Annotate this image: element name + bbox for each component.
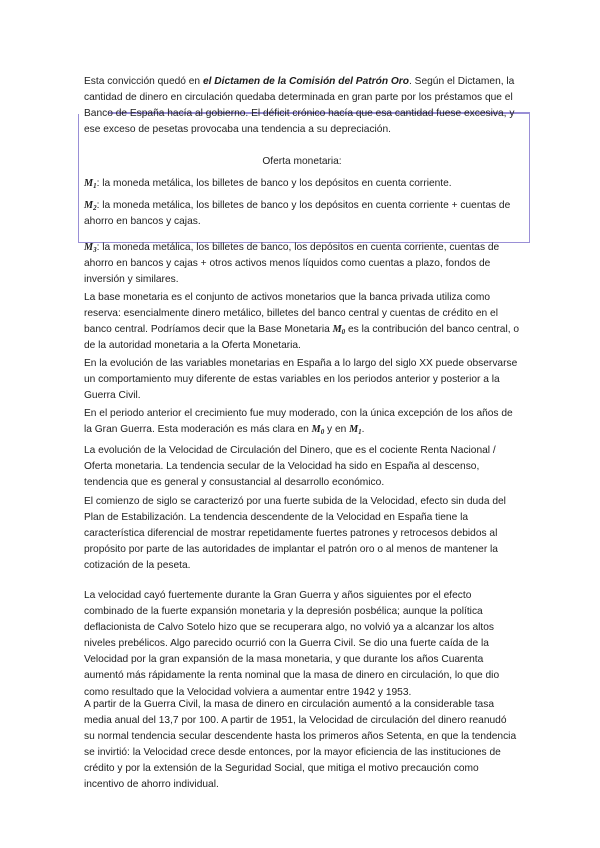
paragraph-evolucion: En la evolución de las variables monetarias en España a lo largo del siglo XX puede observarse un comportamiento muy diferente de estas variables en los periodos anterior y posterior a la Guerra Civil.	[84, 358, 518, 402]
paragraph-comienzo-siglo: El comienzo de siglo se caracterizó por una fuerte subida de la Velocidad, efecto sin duda del Plan de Estabilización. La tendencia descendente de la Velocidad en España tiene la característica diferencial de mostrar repetidamente fuertes patrones y retrocesos debidos al propósito por parte de las autoridades de implantar el patrón oro o al menos de mantener la cotización de la peseta.	[84, 496, 506, 572]
paragraph-guerra-civil: A partir de la Guerra Civil, la masa de dinero en circulación aumentó a la considerable tasa media anual del 13,7 por 100. A partir de 1951, la Velocidad de circulación del dinero reanudó su normal tendencia secular descendente hasta los primeros años Setenta, en que la tendencia se invirtió: la Velocidad crece desde entonces, por la mayor eficiencia de las instituciones de crédito y por la extensión de la Seguridad Social, que mitiga el motivo precaución como incentivo de ahorro individual.	[84, 699, 517, 791]
paragraph-base-monetaria: La base monetaria es el conjunto de activos monetarios que la banca privada utiliza como reserva: esencialmente dinero metálico, billetes del banco central y cuentas de crédito en el banco central. Podríamos decir que la Base Monetaria $M_0$ es la contribución del banco central, o de la autoridad monetaria a la Oferta Monetaria.	[84, 292, 520, 352]
heading-oferta-monetaria: Oferta monetaria:	[262, 156, 342, 167]
paragraph-periodo-anterior: En el periodo anterior el crecimiento fue muy moderado, con la única excepción de los años de la Gran Guerra. Esta moderación es más clara en $M_0$ y en $M_1$.	[84, 408, 513, 437]
dictamen-title: el Dictamen de la Comisión del Patrón Oro	[202, 76, 409, 87]
paragraph-dictamen: Esta convicción quedó en el Dictamen de la Comisión del Patrón Oro. Según el Dictamen, la cantidad de dinero en circulación quedaba determinada en gran parte por los préstamos que el Banco de España hacía al gobierno. El déficit crónico hacía que esa cantidad fuese excesiva, y ese exceso de pesetas provocaba una tendencia a su depreciación.	[84, 76, 515, 136]
paragraph-velocidad: La evolución de la Velocidad de Circulación del Dinero, que es el cociente Renta Nacional / Oferta monetaria. La tendencia secular de la Velocidad ha sido en España al descenso, tendencia que es general y consustancial al desarrollo económico.	[84, 445, 496, 489]
definition-m2: $M_2$: la moneda metálica, los billetes de banco y los depósitos en cuenta corriente + cuentas de ahorro en bancos y cajas.	[84, 200, 511, 228]
definition-m1: $M_1$: la moneda metálica, los billetes de banco y los depósitos en cuenta corriente.	[84, 178, 452, 190]
paragraph-gran-guerra: La velocidad cayó fuertemente durante la Gran Guerra y años siguientes por el efecto combinado de la fuerte expansión monetaria y la depresión posbélica; aunque la política deflacionista de Calvo Sotelo hizo que se recuperara algo, no volvió ya a alcanzar los altos niveles prebélicos. Algo parecido ocurrió con la Guerra Civil. Se dio una fuerte caída de la Velocidad por la gran expansión de la masa monetaria, y que durante los años Cuarenta aumentó más rápidamente la renta nominal que la masa de dinero en circulación, lo que dio como resultado que la Velocidad volviera a aumentar entre 1942 y 1953.	[84, 590, 500, 698]
definition-m3: $M_3$: la moneda metálica, los billetes de banco, los depósitos en cuenta corriente, cuentas de ahorro en bancos y cajas + otros activos menos líquidos como cuentas a plazo, fondos de inversión y similares.	[84, 242, 500, 286]
